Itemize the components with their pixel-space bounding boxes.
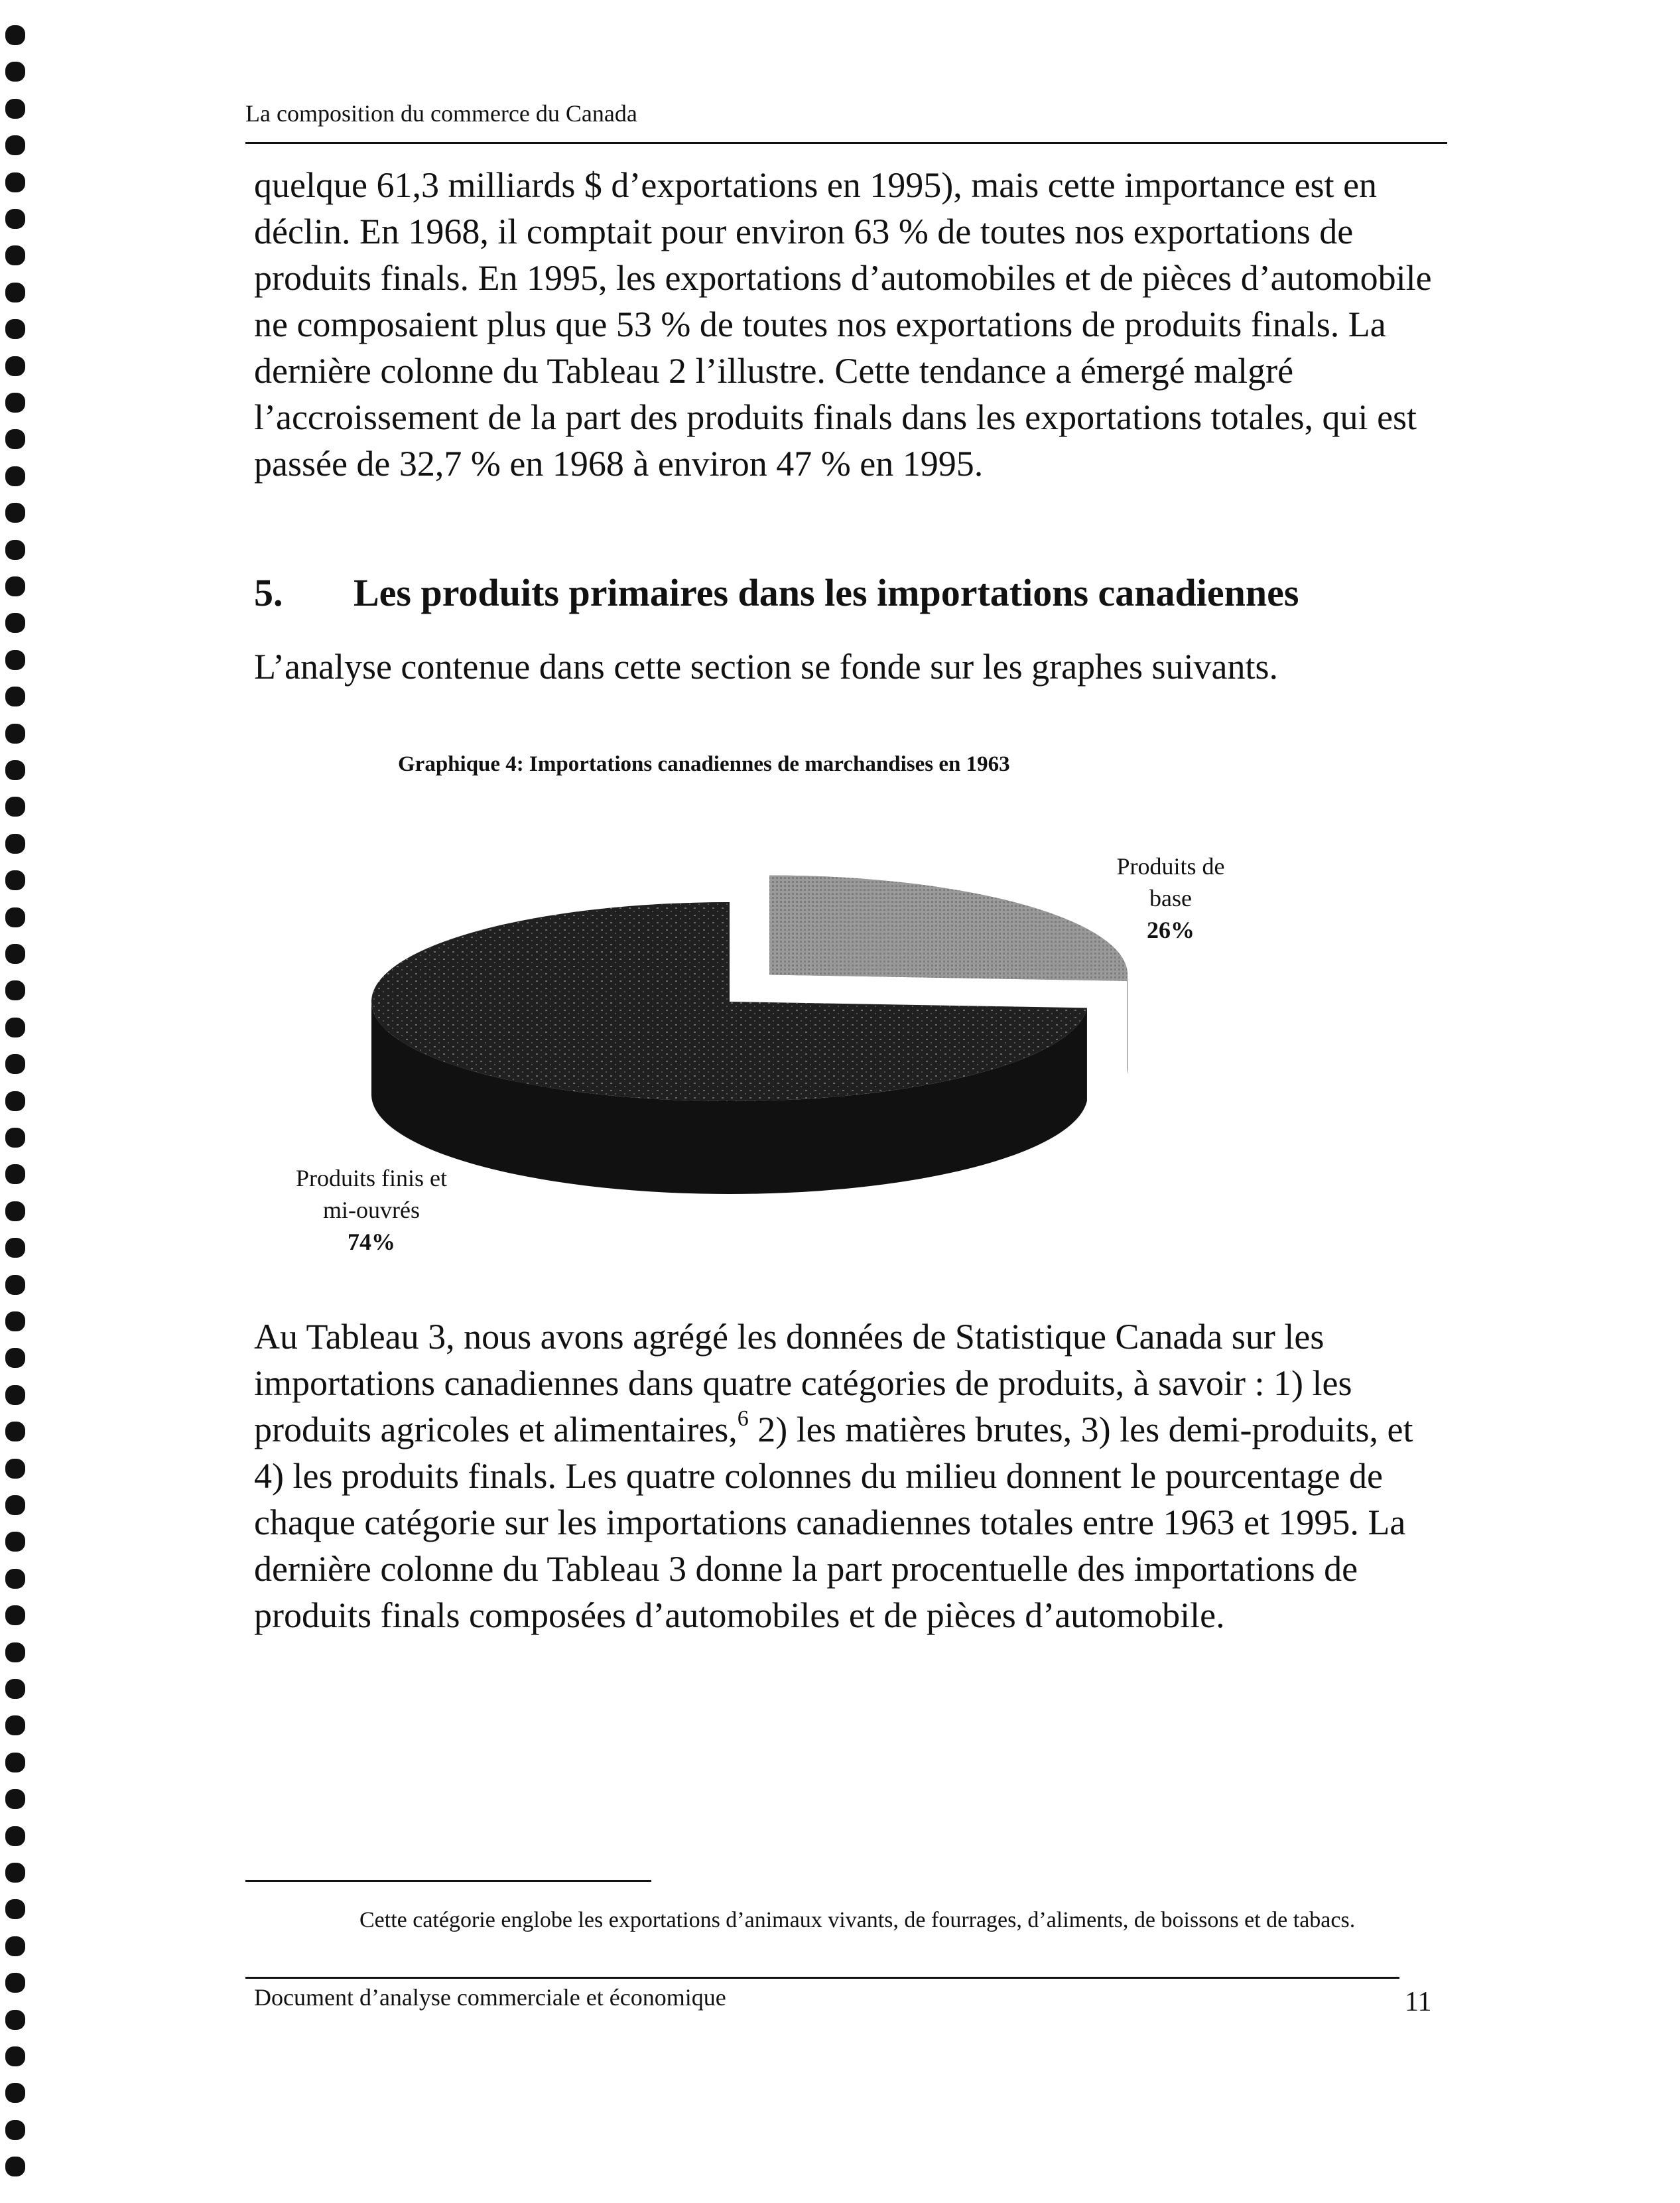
binder-hole [5, 1973, 25, 1993]
paragraph-3-part-1: Au Tableau 3, nous avons agrégé les données de Statistique Canada sur les importations canadiennes dans quatre catégories de produits, à savoir : 1) les produits agricoles et alimentaires, [254, 1317, 1352, 1449]
binder-hole [5, 99, 25, 119]
pie-label-base-line2: base [1149, 885, 1192, 911]
binder-hole [5, 1128, 25, 1148]
binder-hole [5, 2046, 25, 2066]
binder-hole [5, 1826, 25, 1846]
pie-label-base-line1: Produits de [1116, 853, 1225, 880]
binder-hole [5, 2010, 25, 2030]
binder-hole [5, 1495, 25, 1515]
binder-hole [5, 503, 25, 523]
binder-hole [5, 540, 25, 560]
binder-hole [5, 319, 25, 339]
chart-title: Graphique 4: Importations canadiennes de marchandises en 1963 [398, 752, 1010, 776]
binder-hole [5, 1605, 25, 1625]
binder-hole [5, 1201, 25, 1221]
pie-label-finis-line2: mi-ouvrés [323, 1197, 420, 1223]
pie-depth-base [1127, 974, 1128, 1073]
binder-hole [5, 1532, 25, 1552]
body-paragraph-2: L’analyse contenue dans cette section se fonde sur les graphes suivants. [254, 647, 1279, 687]
page-number: 11 [1405, 1987, 1432, 2017]
pie-label-base-value: 26% [1147, 917, 1195, 943]
binder-hole [5, 1385, 25, 1405]
binder-hole [5, 283, 25, 302]
binder-hole [5, 1753, 25, 1772]
binder-hole [5, 576, 25, 596]
binder-hole [5, 870, 25, 890]
body-paragraph-1: quelque 61,3 milliards $ d’exportations en 1995), mais cette importance est en déclin. En 1968, il comptait pour environ 63 % de toutes nos exportations de produits finals. En 1995, les exportations d’automobiles et de pièces d’automobile ne composaient plus que 53 % de toutes nos exportations de produits finals. La dernière colonne du Tableau 2 l’illustre. Cette tendance a émergé malgré l’accroissement de la part des produits finals dans les exportations totales, qui est passée de 32,7 % en 1968 à environ 47 % en 1995. [254, 165, 1432, 484]
paragraph-3-part-2: 2) les matières brutes, 3) les demi-produits, et 4) les produits finals. Les quatre colonnes du milieu donnent le pourcentage de chaque catégorie sur les importations canadiennes totales entre 1963 et 1995. La dernière colonne du Tableau 3 donne la part procentuelle des importations de produits finals composées d’automobiles et de pièces d’automobile. [254, 1410, 1413, 1635]
binder-hole [5, 1715, 25, 1735]
binder-hole [5, 1018, 25, 1037]
binder-hole [5, 907, 25, 927]
binder-hole [5, 1459, 25, 1479]
binder-hole [5, 1422, 25, 1441]
binder-hole [5, 356, 25, 376]
binder-hole [5, 393, 25, 413]
pie-label-base [1088, 850, 1254, 946]
footnote-rule [245, 1880, 651, 1882]
pie-slice-base-texture [769, 875, 1128, 980]
binder-hole [5, 466, 25, 486]
binder-hole [5, 944, 25, 964]
binder-hole [5, 797, 25, 817]
binder-holes [5, 25, 28, 2203]
section-number: 5. [254, 571, 283, 614]
pie-chart [358, 869, 1154, 1214]
binder-hole [5, 1679, 25, 1699]
footnote-text: Cette catégorie englobe les exportations d’animaux vivants, de fourrages, d’aliments, de boissons et de tabacs. [359, 1908, 1356, 1932]
binder-hole [5, 172, 25, 192]
binder-hole [5, 1348, 25, 1368]
binder-hole [5, 724, 25, 744]
footer-rule [245, 1977, 1399, 1979]
binder-hole [5, 1164, 25, 1184]
binder-hole [5, 62, 25, 82]
binder-hole [5, 2120, 25, 2140]
binder-hole [5, 1569, 25, 1589]
running-footer: Document d’analyse commerciale et économique [254, 1984, 726, 2011]
binder-hole [5, 1311, 25, 1331]
binder-hole [5, 1936, 25, 1956]
binder-hole [5, 135, 25, 155]
pie-label-finis-line1: Produits finis et [295, 1165, 447, 1191]
binder-hole [5, 1899, 25, 1919]
header-rule [245, 142, 1447, 144]
binder-hole [5, 613, 25, 633]
binder-hole [5, 980, 25, 1000]
binder-hole [5, 1091, 25, 1111]
binder-hole [5, 834, 25, 854]
binder-hole [5, 1789, 25, 1809]
binder-hole [5, 1054, 25, 1074]
binder-hole [5, 1238, 25, 1258]
binder-hole [5, 1642, 25, 1662]
footnote-marker: 6 [737, 1406, 749, 1431]
section-title: Les produits primaires dans les importations canadiennes [354, 571, 1299, 614]
binder-hole [5, 209, 25, 229]
binder-hole [5, 429, 25, 449]
body-paragraph-3 [254, 1313, 1448, 1638]
binder-hole [5, 1275, 25, 1295]
running-header: La composition du commerce du Canada [245, 100, 637, 127]
section-heading [254, 570, 1299, 615]
binder-hole [5, 25, 25, 45]
binder-hole [5, 245, 25, 265]
binder-hole [5, 2157, 25, 2176]
binder-hole [5, 650, 25, 670]
binder-hole [5, 687, 25, 706]
binder-hole [5, 2083, 25, 2103]
pie-label-finis [272, 1162, 471, 1258]
binder-hole [5, 760, 25, 780]
pie-label-finis-value: 74% [348, 1229, 395, 1255]
binder-hole [5, 1863, 25, 1883]
